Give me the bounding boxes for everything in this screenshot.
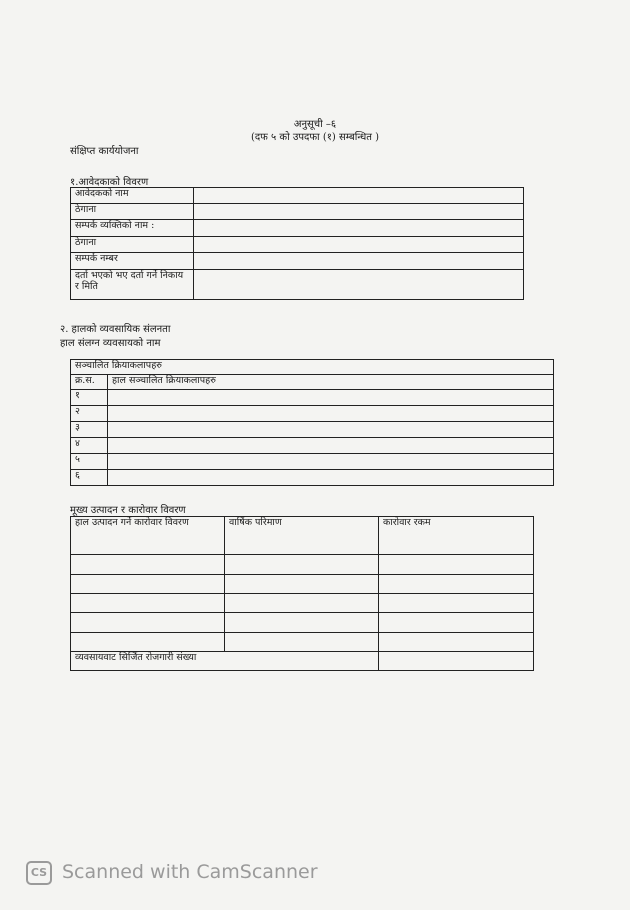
serial-cell: ४ [71,438,108,454]
activity-cell[interactable] [108,454,554,470]
applicant-label: आवेदकको नाम [71,188,194,204]
serial-cell: ३ [71,422,108,438]
doc-title: संक्षिप्त कार्ययोजना [70,146,139,157]
product-cell[interactable] [71,575,225,594]
production-table [70,516,534,671]
amount-cell[interactable] [379,594,534,613]
section2-heading: २. हालको व्यवसायिक संलनता [60,324,171,335]
registration-label: दर्ता भएको भए दर्ता गर्ने निकाय र मिति [71,270,194,300]
activity-cell[interactable] [108,470,554,486]
camscanner-watermark: Scanned with CamScanner [62,861,318,883]
contact-address-value[interactable] [194,237,524,253]
serial-cell: २ [71,406,108,422]
activity-cell[interactable] [108,438,554,454]
col-product-header: हाल उत्पादन गर्ने कारोवार विवरण [71,517,225,555]
product-cell[interactable] [71,613,225,633]
quantity-cell[interactable] [225,555,379,575]
address-label: ठेगाना [71,204,194,220]
serial-cell: ६ [71,470,108,486]
applicant-value[interactable] [194,188,524,204]
registration-value[interactable] [194,270,524,300]
contact-number-value[interactable] [194,253,524,270]
quantity-cell[interactable] [225,594,379,613]
activities-table [70,359,554,486]
activity-cell[interactable] [108,390,554,406]
contact-address-label: ठेगाना [71,237,194,253]
col-amount-header: कारोवार रकम [379,517,534,555]
quantity-cell[interactable] [225,633,379,652]
contact-number-label: सम्पर्क नम्बर [71,253,194,270]
applicant-table [70,187,524,300]
activities-table-title: सञ्चालित क्रियाकलापहरु [71,360,554,375]
contact-person-value[interactable] [194,220,524,237]
col-activity-header: हाल सञ्चालित क्रियाकलापहरु [108,375,554,390]
quantity-cell[interactable] [225,575,379,594]
serial-cell: १ [71,390,108,406]
col-quantity-header: वार्षिक परिमाण [225,517,379,555]
quantity-cell[interactable] [225,613,379,633]
amount-cell[interactable] [379,613,534,633]
section3-heading: मूख्य उत्पादन र कारोवार विवरण [70,505,186,516]
annex-subtitle: (दफ ५ को उपदफा (१) सम्बन्धित ) [250,132,380,143]
product-cell[interactable] [71,633,225,652]
amount-cell[interactable] [379,633,534,652]
amount-cell[interactable] [379,575,534,594]
address-value[interactable] [194,204,524,220]
serial-cell: ५ [71,454,108,470]
employment-label: व्यवसायवाट सिर्जित रोजगारी संख्या [71,652,379,671]
product-cell[interactable] [71,555,225,575]
camscanner-logo-icon: CS [26,861,52,885]
activity-cell[interactable] [108,422,554,438]
employment-value[interactable] [379,652,534,671]
product-cell[interactable] [71,594,225,613]
col-serial-header: क्र.स. [71,375,108,390]
section1-heading: १.आवेदकाको विवरण [70,177,149,188]
amount-cell[interactable] [379,555,534,575]
activity-cell[interactable] [108,406,554,422]
annex-title: अनुसूची –६ [293,119,337,130]
section2-subheading: हाल संलग्न व्यवसायको नाम [60,338,161,349]
contact-person-label: सम्पर्क व्यक्तिको नाम : [71,220,194,237]
